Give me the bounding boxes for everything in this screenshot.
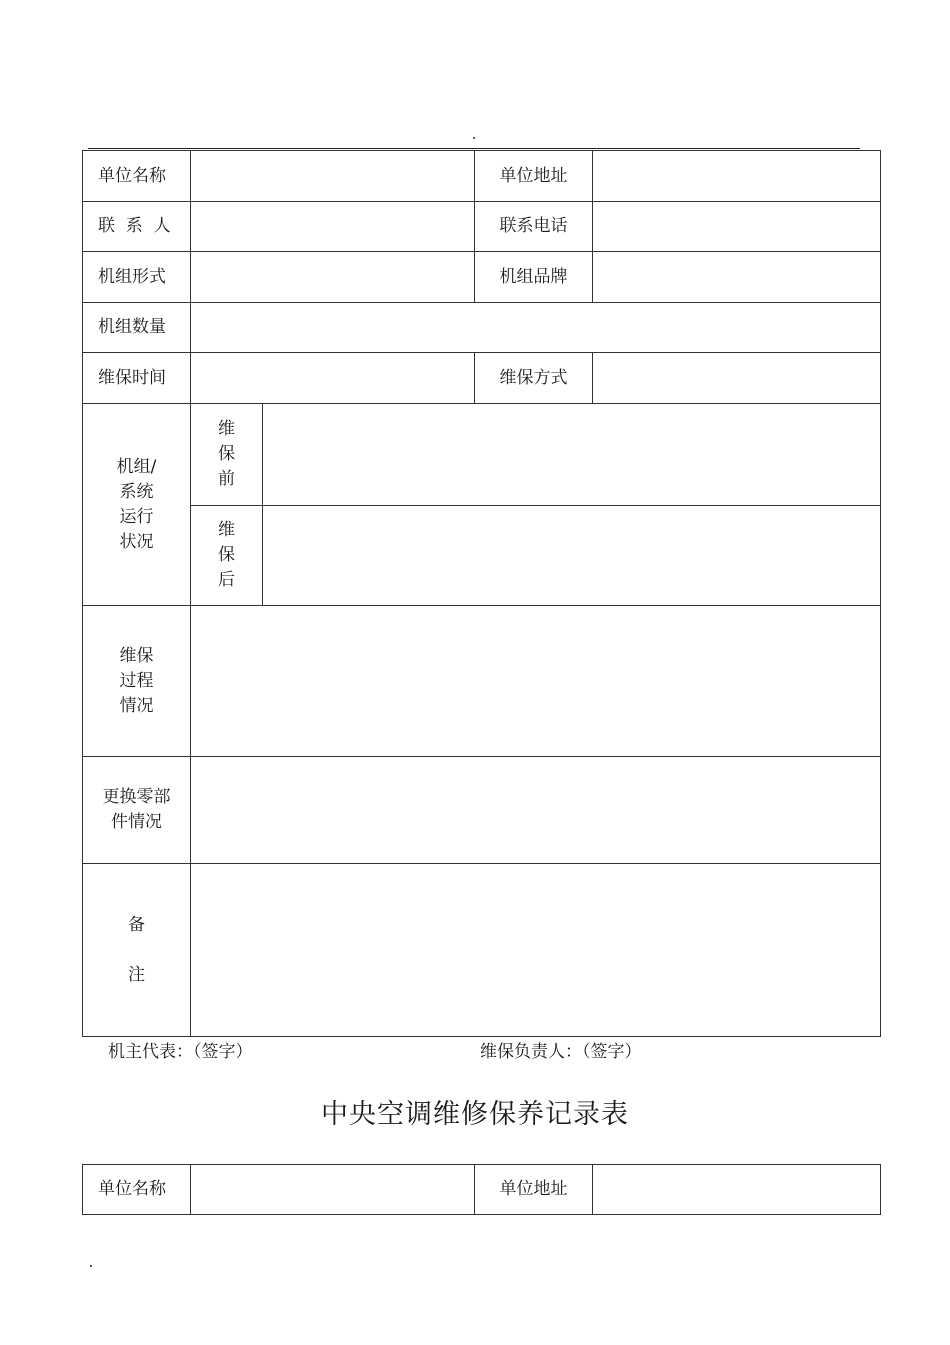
maintenance-lead-signature-label: 维保负责人：（签字） [480, 1042, 642, 1062]
unit-type-label: 机组形式 [83, 252, 191, 303]
form-title: 中央空调维修保养记录表 [321, 1099, 629, 1130]
contact-phone-label: 联系电话 [475, 202, 593, 252]
page-mark-bottom [90, 1265, 92, 1267]
remarks-field[interactable] [191, 864, 881, 1037]
unit-brand-label: 机组品牌 [475, 252, 593, 303]
contact-label [83, 202, 191, 252]
unit-name-label-2: 单位名称 [83, 1165, 191, 1215]
unit-address-field-2[interactable] [593, 1165, 881, 1215]
status-before-field[interactable] [263, 404, 881, 506]
row-process [83, 606, 881, 757]
before-label-text: 维保前 [217, 419, 235, 489]
row-parts [83, 757, 881, 864]
status-after-field[interactable] [263, 506, 881, 606]
maintenance-time-label: 维保时间 [83, 353, 191, 404]
running-status-label-text: 机组/ 系统 运行 状况 [116, 456, 157, 552]
row-remarks [83, 864, 881, 1037]
row-status-before [83, 404, 881, 506]
remarks-label [83, 864, 191, 1037]
row-unit-type [83, 252, 881, 303]
second-record-table [82, 1164, 881, 1215]
unit-address-label-2: 单位地址 [475, 1165, 593, 1215]
maintenance-method-field[interactable] [593, 353, 881, 404]
maintenance-time-field[interactable] [191, 353, 475, 404]
page-mark [473, 137, 475, 139]
header-rule [88, 148, 860, 149]
unit-address-field[interactable] [593, 151, 881, 202]
contact-field[interactable] [191, 202, 475, 252]
row-unit-name-2 [83, 1165, 881, 1215]
contact-label-text: 联 系 人 [98, 216, 171, 236]
maintenance-record-table [82, 150, 881, 1037]
unit-count-label: 机组数量 [83, 303, 191, 353]
row-unit-name [83, 151, 881, 202]
process-label [83, 606, 191, 757]
process-label-text: 维保 过程 情况 [119, 645, 154, 716]
unit-name-field-2[interactable] [191, 1165, 475, 1215]
process-field[interactable] [191, 606, 881, 757]
unit-name-label: 单位名称 [83, 151, 191, 202]
after-label-text: 维保后 [217, 520, 235, 590]
remarks-label-text: 备 注 [128, 914, 145, 985]
parts-label-text: 更换零部 件情况 [102, 787, 171, 832]
parts-label [83, 757, 191, 864]
owner-signature-label: 机主代表：（签字） [108, 1042, 253, 1062]
row-contact [83, 202, 881, 252]
row-maintenance-time [83, 353, 881, 404]
unit-count-field[interactable] [191, 303, 881, 353]
unit-address-label: 单位地址 [475, 151, 593, 202]
row-status-after [83, 506, 881, 606]
contact-phone-field[interactable] [593, 202, 881, 252]
after-label [191, 506, 263, 606]
parts-field[interactable] [191, 757, 881, 864]
maintenance-method-label: 维保方式 [475, 353, 593, 404]
unit-name-field[interactable] [191, 151, 475, 202]
unit-brand-field[interactable] [593, 252, 881, 303]
unit-type-field[interactable] [191, 252, 475, 303]
before-label [191, 404, 263, 506]
row-unit-count [83, 303, 881, 353]
running-status-label [83, 404, 191, 606]
